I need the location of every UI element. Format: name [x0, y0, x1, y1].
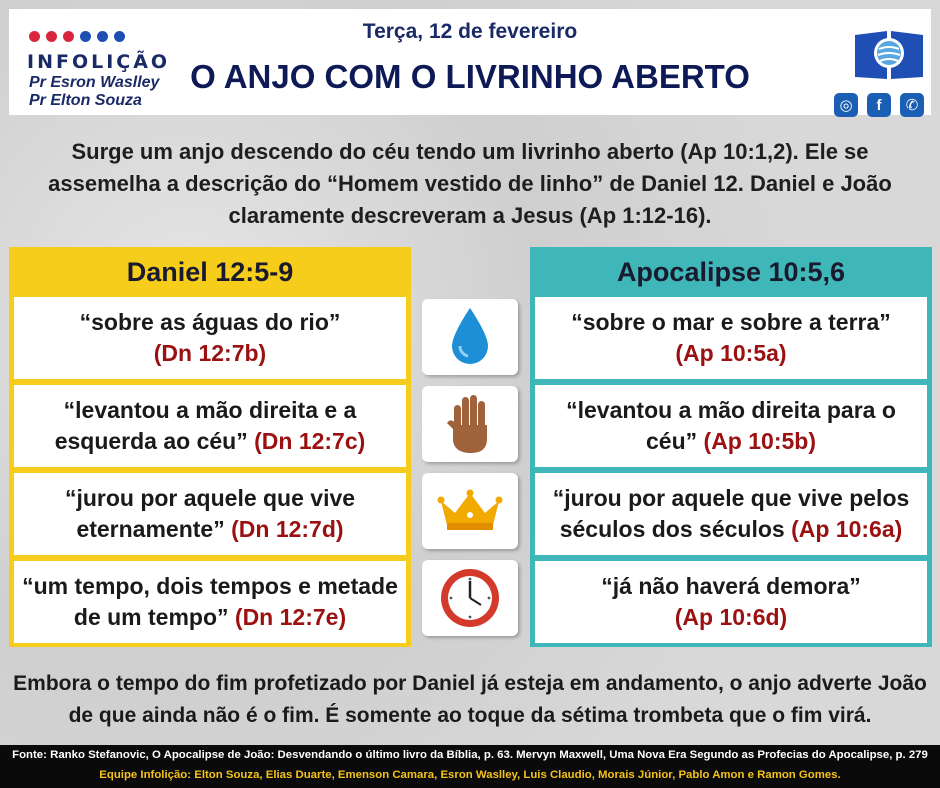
column-heading: Apocalipse 10:5,6: [616, 257, 846, 287]
brand-name: INFOLIÇÃO: [27, 51, 171, 73]
verse-text: “já não haverá demora”: [601, 573, 861, 599]
verse-ref: (Dn 12:7c): [254, 428, 366, 454]
verse-text: “sobre o mar e sobre a terra”: [571, 309, 891, 335]
comparison-cell: [535, 297, 927, 379]
verse-text: “sobre as águas do rio”: [79, 309, 341, 335]
facebook-icon[interactable]: f: [867, 93, 891, 117]
comparison-cell: [535, 385, 927, 467]
verse-text: “jurou por aquele que vive pelos séculos dos séculos: [552, 485, 910, 542]
team-text: Equipe Infolição: Elton Souza, Elias Duarte, Emenson Camara, Esron Waslley, Luis Claudio, Morais Júnior, Pablo Amon e Ramon Gomes.: [99, 769, 841, 781]
water-drop-icon: [422, 299, 518, 375]
instagram-icon[interactable]: ◎: [834, 93, 858, 117]
whatsapp-icon[interactable]: ✆: [900, 93, 924, 117]
verse-text: “jurou por aquele que vive eternamente”: [64, 485, 356, 542]
conclusion-text: Embora o tempo do fim profetizado por Daniel já esteja em andamento, o anjo adverte João de que ainda não é o fim. É somente ao toque da sétima trombeta que o fim virá.: [13, 672, 927, 727]
daniel-column: [9, 247, 411, 647]
date: Terça, 12 de fevereiro: [362, 20, 578, 43]
verse-ref: (Ap 10:5b): [703, 428, 816, 454]
apocalipse-column: [530, 247, 932, 647]
verse-ref: (Ap 10:6a): [791, 516, 903, 542]
comparison-cell: [14, 297, 406, 379]
verse-text: “levantou a mão direita para o céu”: [566, 397, 896, 454]
clock-icon: [422, 560, 518, 636]
intro-text: Surge um anjo descendo do céu tendo um livrinho aberto (Ap 10:1,2). Ele se assemelha a descrição do “Homem vestido de linho” de Daniel 12. Daniel e João claramente descreveram a Jesus (Ap 1:12-16).: [48, 139, 892, 228]
comparison-cell: [14, 385, 406, 467]
verse-ref: (Dn 12:7d): [231, 516, 344, 542]
column-heading: Daniel 12:5-9: [126, 257, 294, 287]
comparison-cell: [535, 561, 927, 643]
verse-ref: (Ap 10:5a): [675, 340, 787, 366]
verse-ref: (Dn 12:7b): [153, 340, 267, 366]
crown-icon: [422, 473, 518, 549]
verse-text: “um tempo, dois tempos e metade de um tempo”: [22, 573, 398, 630]
comparison-cell: [14, 473, 406, 555]
page-title: O ANJO COM O LIVRINHO ABERTO: [190, 58, 750, 95]
sources-text: Fonte: Ranko Stefanovic, O Apocalipse de João: Desvendando o último livro da Bíblia, p. 63. Mervyn Maxwell, Uma Nova Era Segundo as Profecias do Apocalipse, p. 279: [12, 749, 928, 761]
comparison-cell: [535, 473, 927, 555]
verse-ref: (Ap 10:6d): [674, 604, 788, 630]
pastor-name: Pr Esron Waslley: [29, 74, 160, 91]
pastor-name: Pr Elton Souza: [29, 92, 142, 109]
verse-text: “levantou a mão direita e a esquerda ao céu”: [54, 397, 357, 454]
comparison-cell: [14, 561, 406, 643]
raised-hand-icon: [422, 386, 518, 462]
verse-ref: (Dn 12:7e): [234, 604, 347, 630]
footer: [0, 745, 940, 788]
